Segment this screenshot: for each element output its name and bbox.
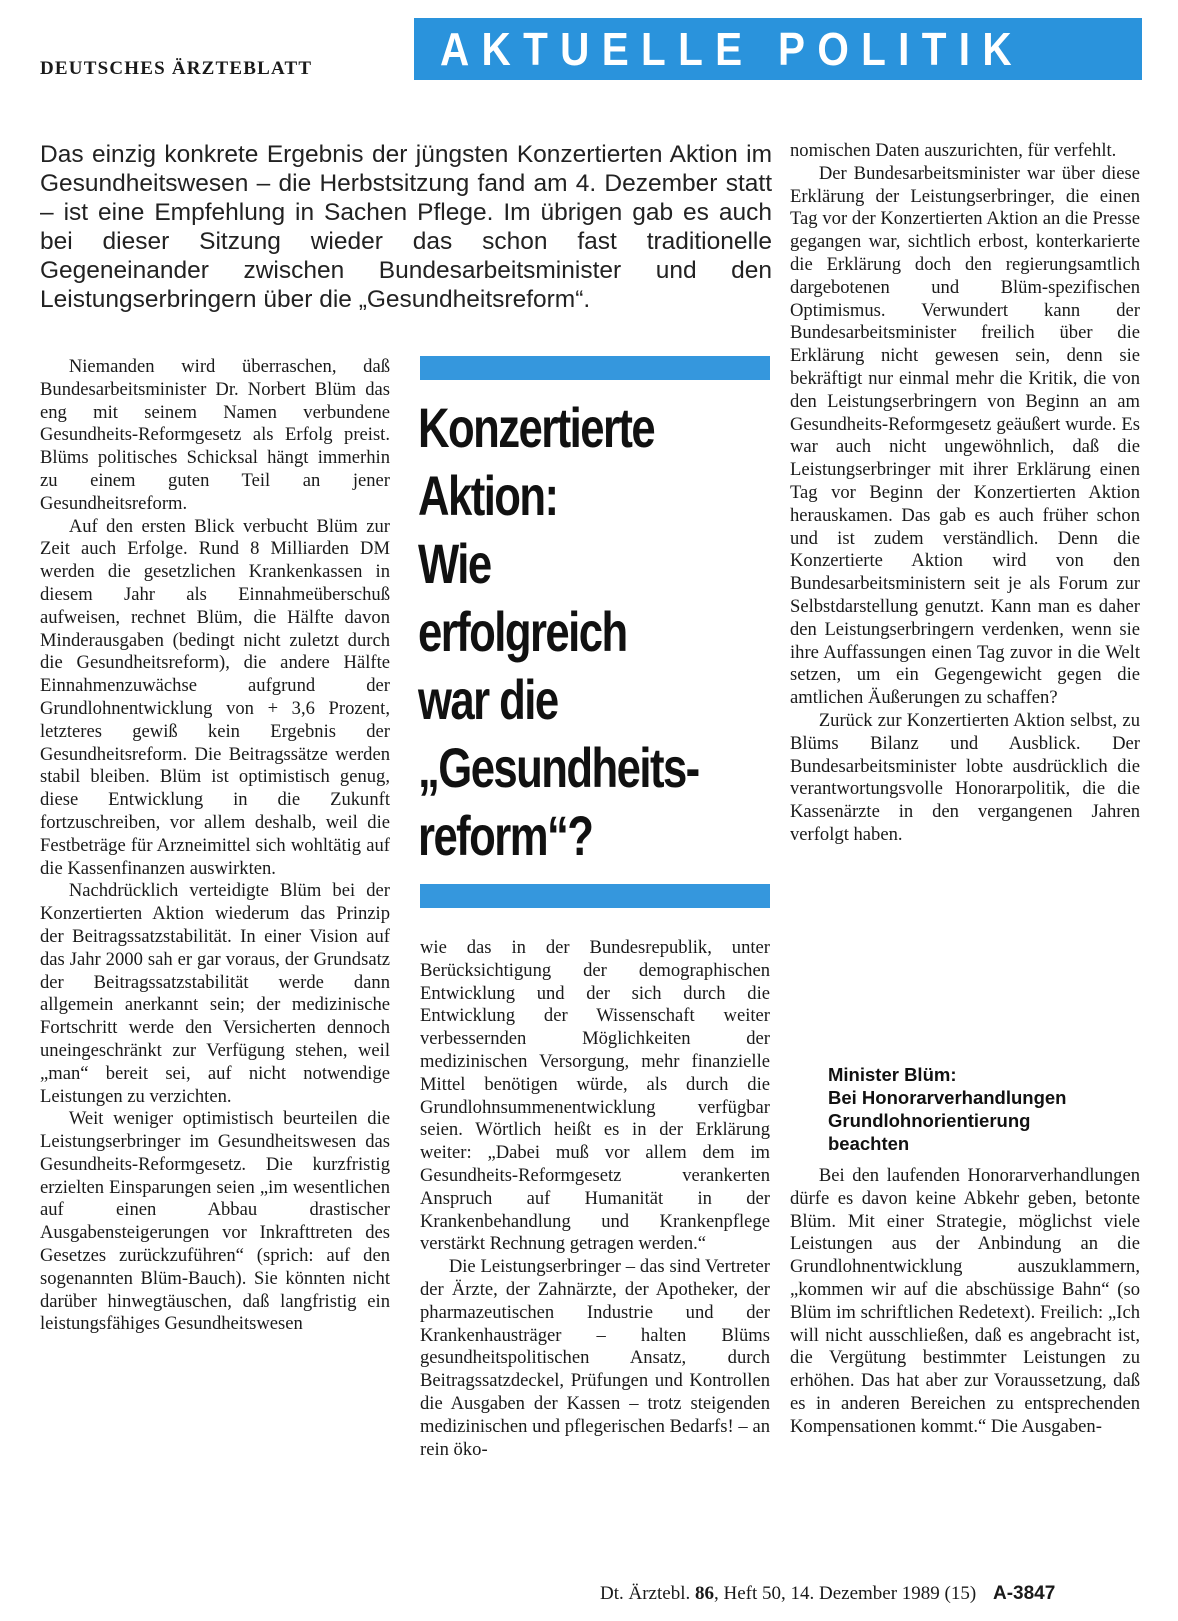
masthead: DEUTSCHES ÄRZTEBLATT bbox=[40, 58, 313, 79]
paragraph: Nachdrücklich verteidigte Blüm bei der Konzertierten Aktion wiederum das Prinzip der Beitragssatzstabilität. In einer Vision auf das Jahr 2000 sah er gar voraus, der Grundsatz der Beitragssatzstabilität werde dann allgemein anerkannt sein; der medizinische Fortschritt werde den Versicherten dennoch uneingeschränkt zur Verfügung stehen, weil „man“ bereit sei, auf nicht notwendige Leistungen zu verzichten. bbox=[40, 880, 390, 1107]
paragraph: Auf den ersten Blick verbucht Blüm zur Zeit auch Erfolge. Rund 8 Milliarden DM werden die gesetzlichen Krankenkassen in diesem Jahr als Einnahmeüberschuß aufweisen, rechnet Blüm, die Hälfte davon Minderausgaben (bedingt nicht zuletzt durch die Gesundheitsreform), die andere Hälfte Einnahmenzuwächse aufgrund der Grundlohnentwicklung von + 3,6 Prozent, letzteres gewiß kein Ergebnis der Gesundheitsreform. Die Beitragssätze werden stabil bleiben. Blüm ist optimistisch genug, diese Entwicklung in die Zukunft fortzuschreiben, vor allem deshalb, weil die Festbeträge für Arzneimittel sich wohltätig auf die Kassenfinanzen auswirkten. bbox=[40, 515, 390, 879]
paragraph: Niemanden wird überraschen, daß Bundesarbeitsminister Dr. Norbert Blüm das eng mit seinem Namen verbundene Gesundheits-Reformgesetz als Erfolg preist. Blüms politisches Schicksal hängt immerhin zu einem guten Teil an jener Gesundheitsreform. bbox=[40, 356, 390, 514]
headline-bar-bottom bbox=[420, 884, 770, 908]
paragraph: Bei den laufenden Honorarverhandlungen dürfe es davon keine Abkehr geben, betonte Blüm. Mit einer Strategie, möglichst viele Leistungen aus der Anbindung an die Grundlohnentwicklung auszuklammern, „kommen wir auf die abschüssige Bahn“ (so Blüm im schriftlichen Redetext). Freilich: „Ich will nicht ausschließen, daß es angebracht ist, die Vergütung bestimmter Leistungen zu erhöhen. Das hat aber zur Voraussetzung, daß es in anderen Bereichen zu entsprechenden Kompensationen kommt.“ Die Ausgaben- bbox=[790, 1165, 1140, 1437]
footer-page-number: A-3847 bbox=[992, 1583, 1056, 1604]
article-lead: Das einzig konkrete Ergebnis der jüngsten Konzertierten Aktion im Gesundheitswesen – die Herbstsitzung fand am 4. Dezember statt – ist eine Empfehlung in Sachen Pflege. Im übrigen gab es auch bei dieser Sitzung wieder das schon fast traditionelle Gegeneinander zwischen Bundesarbeitsminister und den Leistungserbringern über die „Gesundheitsreform“. bbox=[40, 141, 772, 313]
paragraph: wie das in der Bundesrepublik, unter Berücksichtigung der demographischen Entwicklung und der sich durch die Entwicklung der Wissenschaft weiter verbessernden Möglichkeiten der medizinischen Versorgung, mehr finanzielle Mittel benötigen würde, als durch die Grundlohnsummenentwicklung verfügbar seien. Wörtlich heißt es in der Erklärung weiter: „Dabei muß vor allem dem im Gesundheits-Reformgesetz verankerten Anspruch auf Humanität in der Krankenbehandlung und Krankenpflege verstärkt Rechnung getragen werden.“ bbox=[420, 937, 770, 1255]
footer-issue: , Heft 50, 14. Dezember 1989 (15) bbox=[713, 1583, 977, 1604]
paragraph: Der Bundesarbeitsminister war über diese Erklärung der Leistungserbringer, die einen Tag vor der Konzertierten Aktion an die Presse gegangen war, sichtlich erbost, konterkarierte die Erklärung doch den regierungsamtlich dargebotenen und Blüm-spezifischen Optimismus. Verwundert kann der Bundesarbeitsminister freilich über die Erklärung nicht gewesen sein, denn sie bekräftigt nur einmal mehr die Kritik, die von den Leistungserbringern von Beginn an am Gesundheits-Reformgesetz geäußert wurde. Es war auch nicht ungewöhnlich, daß die Leistungserbringer mit ihrer Erklärung einen Tag vor Beginn der Konzertierten Aktion herauskamen. Das gab es auch früher schon und ist zudem verständlich. Denn die Konzertierte Aktion wird von den Bundesarbeitsministern seit je als Forum zur Selbstdarstellung genutzt. Kann man es daher den Leistungserbringern verdenken, wenn sie ihre Auffassungen einen Tag zuvor in die Welt setzen, um ein Gegengewicht gegen die amtlichen Äußerungen zu schaffen? bbox=[790, 162, 1140, 709]
rubric-banner bbox=[414, 18, 1142, 80]
footer-journal: Dt. Ärztebl. bbox=[600, 1583, 691, 1604]
headline-bar-top bbox=[420, 356, 770, 380]
article-headline: Konzertierte Aktion: Wie erfolgreich war die „Gesundheits- reform“? bbox=[418, 396, 699, 867]
column-2 bbox=[420, 937, 770, 1461]
page-footer bbox=[600, 1583, 1055, 1605]
footer-volume: 86 bbox=[694, 1583, 714, 1604]
paragraph: Die Leistungserbringer – das sind Vertreter der Ärzte, der Zahnärzte, der Apotheker, der pharmazeutischen Industrie und der Krankenhausträger – halten Blüms gesundheitspolitischen Ansatz, durch Beitragssatzdeckel, Prüfungen und Kontrollen die Ausgaben der Kassen – trotz steigenden medizinischen und pflegerischen Bedarfs! – an rein öko- bbox=[420, 1256, 770, 1460]
section-subheading: Minister Blüm: Bei Honorarverhandlungen Grundlohnorientierung beachten bbox=[828, 1064, 1067, 1154]
rubric-label: AKTUELLE POLITIK bbox=[440, 23, 1024, 75]
column-3 bbox=[790, 140, 1140, 847]
column-1 bbox=[40, 356, 390, 1336]
paragraph: Zurück zur Konzertierten Aktion selbst, zu Blüms Bilanz und Ausblick. Der Bundesarbeitsminister lobte ausdrücklich die verantwortungsvolle Honorarpolitik, die die Kassenärzte in den vergangenen Jahren verfolgt haben. bbox=[790, 709, 1140, 845]
paragraph: nomischen Daten auszurichten, für verfehlt. bbox=[790, 140, 1117, 161]
column-3-continued bbox=[790, 1165, 1140, 1439]
paragraph: Weit weniger optimistisch beurteilen die Leistungserbringer im Gesundheitswesen das Gesundheits-Reformgesetz. Die kurzfristig erzielten Einsparungen seien „im wesentlichen auf einen Abbau drastischer Ausgabensteigerungen vor Inkrafttreten des Gesetzes zurückzuführen“ (sprich: auf den sogenannten Blüm-Bauch). Sie könnten nicht darüber hinwegtäuschen, daß langfristig ein leistungsfähiges Gesundheitswesen bbox=[40, 1108, 390, 1335]
